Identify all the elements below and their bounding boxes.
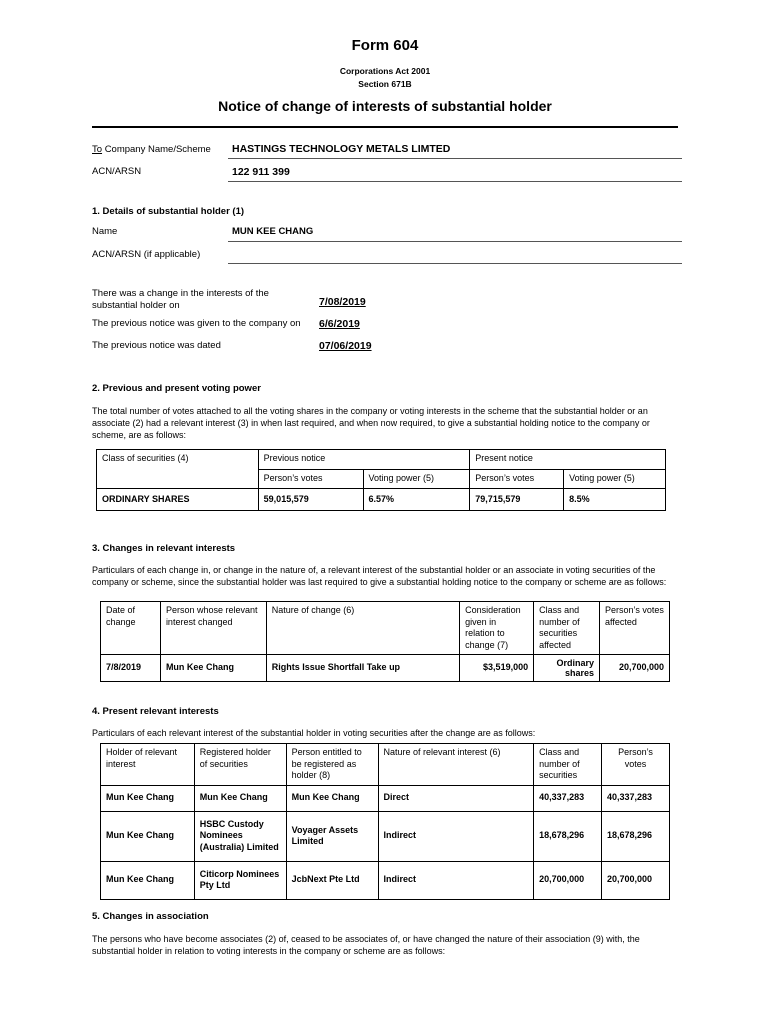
page-title: Notice of change of interests of substantial holder — [218, 98, 552, 114]
col-votes-header: Person’s votes — [602, 744, 670, 786]
section4-paragraph: Particulars of each relevant interest of the substantial holder in voting securities after the change are as follows: — [92, 728, 536, 738]
table-row — [101, 785, 670, 811]
col-class-header: Class and number of securities affected — [534, 602, 600, 655]
change-date-label: There was a change in the interests of the substantial holder on — [92, 288, 269, 311]
row-prev-power: 6.57% — [363, 489, 470, 511]
row2-registered: HSBC Custody Nominees (Australia) Limited — [194, 811, 286, 861]
holder-name-line — [228, 241, 682, 242]
section1-heading: 1. Details of substantial holder (1) — [92, 206, 245, 217]
title-divider — [92, 126, 678, 128]
acn-line — [228, 181, 682, 182]
prev-dated-label: The previous notice was dated — [92, 340, 221, 351]
row-pres-votes: 79,715,579 — [470, 489, 564, 511]
voting-power-table — [96, 449, 666, 511]
change-consideration: $3,519,000 — [460, 655, 534, 682]
row3-class: 20,700,000 — [534, 861, 602, 899]
row-prev-votes: 59,015,579 — [258, 489, 363, 511]
col-date-header: Date of change — [101, 602, 161, 655]
col-entitled-header: Person entitled to be registered as holder (8) — [286, 744, 378, 786]
acn-label: ACN/ARSN — [92, 166, 142, 177]
table-row — [97, 489, 666, 511]
col-registered-header: Registered holder of securities — [194, 744, 286, 786]
change-person: Mun Kee Chang — [160, 655, 266, 682]
holder-name-value: MUN KEE CHANG — [232, 226, 314, 237]
table-row — [101, 655, 670, 682]
present-interests-table — [100, 743, 670, 900]
col-person-header: Person whose relevant interest changed — [160, 602, 266, 655]
col-votes-header: Person’s votes affected — [600, 602, 670, 655]
section5-heading: 5. Changes in association — [92, 911, 209, 922]
change-votes: 20,700,000 — [600, 655, 670, 682]
section2-heading: 2. Previous and present voting power — [92, 383, 261, 394]
col-holder-header: Holder of relevant interest — [101, 744, 195, 786]
section3-paragraph: Particulars of each change in, or change in the nature of, a relevant interest of the substantial holder or an associate in voting securities of the company or scheme, since the substantial holder was last required to give a substantial holding notice to the company or scheme are as follows: — [92, 565, 667, 587]
company-label — [92, 144, 211, 155]
row2-holder: Mun Kee Chang — [101, 811, 195, 861]
prev-dated-value: 07/06/2019 — [319, 340, 372, 352]
row1-votes: 40,337,283 — [602, 785, 670, 811]
row3-nature: Indirect — [378, 861, 534, 899]
row-pres-power: 8.5% — [564, 489, 666, 511]
company-name-label: Company Name/Scheme — [104, 144, 211, 155]
row1-holder: Mun Kee Chang — [101, 785, 195, 811]
section2-paragraph: The total number of votes attached to all the voting shares in the company or voting interests in the scheme that the substantial holder or an associate (2) had a relevant interest (3) in when last required, and when now required, to give a substantial holding notice to the company or scheme, are as follows: — [92, 406, 650, 440]
section4-heading: 4. Present relevant interests — [92, 706, 219, 717]
section-name: Section 671B — [358, 79, 412, 89]
change-date-value: 7/08/2019 — [319, 296, 366, 308]
row3-holder: Mun Kee Chang — [101, 861, 195, 899]
change-date: 7/8/2019 — [101, 655, 161, 682]
col-consideration-header: Consideration given in relation to change (7) — [460, 602, 534, 655]
col-prev-header: Previous notice — [258, 450, 470, 470]
change-class: Ordinary shares — [534, 655, 600, 682]
holder-acn-line — [228, 263, 682, 264]
col-class-header: Class and number of securities — [534, 744, 602, 786]
row3-entitled: JcbNext Pte Ltd — [286, 861, 378, 899]
col-class-header: Class of securities (4) — [97, 450, 259, 489]
col-nature-header: Nature of change (6) — [266, 602, 459, 655]
row1-nature: Direct — [378, 785, 534, 811]
row-class: ORDINARY SHARES — [97, 489, 259, 511]
col-pres-votes-header: Person’s votes — [470, 470, 564, 489]
company-name-value: HASTINGS TECHNOLOGY METALS LIMTED — [232, 143, 451, 155]
col-prev-power-header: Voting power (5) — [363, 470, 470, 489]
act-name: Corporations Act 2001 — [339, 66, 431, 76]
row1-class: 40,337,283 — [534, 785, 602, 811]
row3-votes: 20,700,000 — [602, 861, 670, 899]
holder-acn-label: ACN/ARSN (if applicable) — [92, 249, 201, 260]
col-pres-power-header: Voting power (5) — [564, 470, 666, 489]
table-row — [101, 811, 670, 861]
col-prev-votes-header: Person’s votes — [258, 470, 363, 489]
prev-given-label: The previous notice was given to the company on — [92, 318, 301, 329]
row2-nature: Indirect — [378, 811, 534, 861]
row2-votes: 18,678,296 — [602, 811, 670, 861]
company-name-line — [228, 158, 682, 159]
row3-registered: Citicorp Nominees Pty Ltd — [194, 861, 286, 899]
changes-table — [100, 601, 670, 682]
col-present-header: Present notice — [470, 450, 666, 470]
section3-heading: 3. Changes in relevant interests — [92, 543, 236, 554]
row2-entitled: Voyager Assets Limited — [286, 811, 378, 861]
row1-entitled: Mun Kee Chang — [286, 785, 378, 811]
change-nature: Rights Issue Shortfall Take up — [266, 655, 459, 682]
prev-given-value: 6/6/2019 — [319, 318, 360, 330]
row1-registered: Mun Kee Chang — [194, 785, 286, 811]
to-label: To — [92, 144, 103, 155]
form-number: Form 604 — [351, 37, 419, 54]
holder-name-label: Name — [92, 226, 118, 237]
acn-value: 122 911 399 — [232, 166, 290, 178]
section5-paragraph: The persons who have become associates (2) of, ceased to be associates of, or have changed the nature of their association (9) with, the substantial holder in relation to voting interests in the company or scheme are as follows: — [92, 934, 640, 956]
row2-class: 18,678,296 — [534, 811, 602, 861]
table-row — [101, 861, 670, 899]
col-nature-header: Nature of relevant interest (6) — [378, 744, 534, 786]
